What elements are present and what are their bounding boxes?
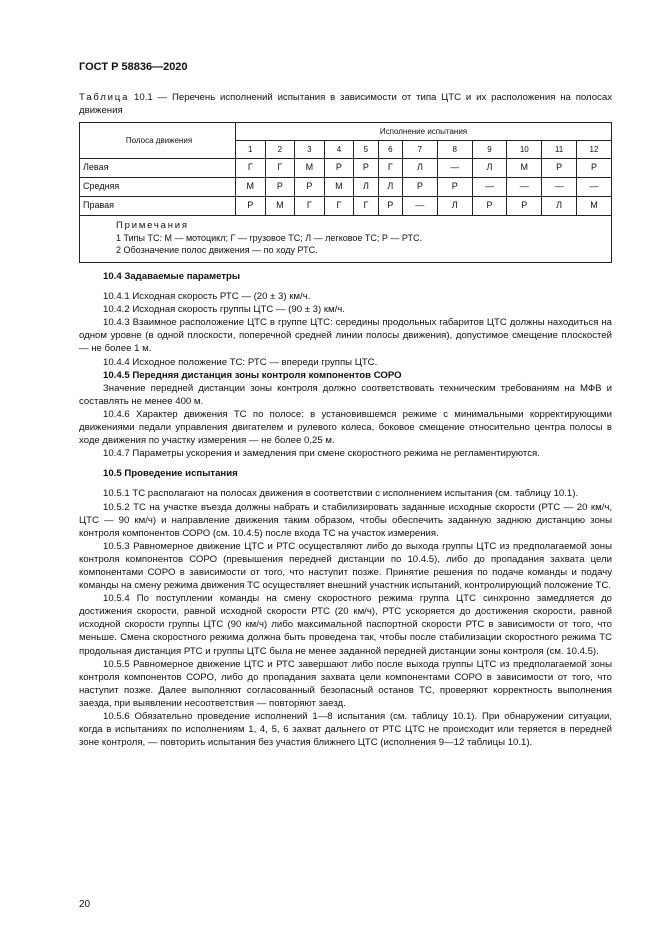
column-number: 6 [378, 141, 402, 159]
page-number: 20 [79, 899, 91, 910]
paragraph: 10.5.3 Равномерное движение ЦТС и РТС осуществляют либо до выхода группы ЦТС из предполагаемой зоны контроля компонентов СОРО (превышения передней дистанции по 10.4.5), либо до пропадания захвата цели компонентами СОРО в зависимости от того, что наступит позже. Принятие решения по подаче команды и подачу команды на смену режима движения ТС осуществляет внешний участник испытаний, контролирующий положение ТС. [79, 540, 612, 592]
execution-table [79, 122, 612, 263]
paragraph: 10.4.7 Параметры ускорения и замедления при смене скоростного режима не регламентируются. [103, 448, 540, 460]
lane-name: Левая [80, 159, 236, 178]
column-number: 3 [295, 141, 325, 159]
table-cell: Г [324, 197, 354, 216]
table-row [80, 159, 612, 178]
table-cell: Л [542, 197, 577, 216]
column-number: 4 [324, 141, 354, 159]
notes-row [80, 216, 612, 263]
table-cell: Р [378, 197, 402, 216]
table-cell: Р [507, 197, 542, 216]
column-number: 8 [437, 141, 472, 159]
table-cell: Г [236, 159, 266, 178]
document-body [79, 270, 612, 749]
table-caption [79, 91, 612, 117]
table-row [80, 197, 612, 216]
table-row [80, 178, 612, 197]
table-cell: — [576, 178, 611, 197]
table-caption-text: 10.1 — Перечень исполнений испытания в зависимости от типа ЦТС и их расположения на полосах движения [79, 92, 612, 117]
paragraph: 10.5.5 Равномерное движение ЦТС и РТС завершают либо после выхода группы ЦТС из предполагаемой зоны контроля компонентов СОРО, либо до пропадания захвата цели компонентами СОРО в зависимости от того, что наступит позже. Далее выполняют согласованный безопасный останов ТС, проверяют корректность выполнения заезда, при выявлении несоответствия — повторяют заезд. [79, 658, 612, 709]
table-cell: Р [403, 178, 438, 197]
table-cell: Р [437, 178, 472, 197]
table-cell: Р [324, 159, 354, 178]
table-cell: — [472, 178, 507, 197]
paragraph: 10.4.6 Характер движения ТС по полосе: в установившемся режиме с минимальными корректирующими движениями педали управления двигателем и рулевого колеса, боковое смещение относительно центра полосы в ходе движения по участку измерения — не более 0,25 м. [79, 408, 612, 447]
table-cell: Л [354, 178, 378, 197]
table-cell: Г [295, 197, 325, 216]
table-cell: М [324, 178, 354, 197]
column-number: 11 [542, 141, 577, 159]
table-cell: — [542, 178, 577, 197]
table-cell: Р [354, 159, 378, 178]
table-cell: Р [265, 178, 295, 197]
table-cell: Р [295, 178, 325, 197]
subsection-heading: 10.4.5 Передняя дистанция зоны контроля компонентов СОРО [103, 369, 402, 381]
table-cell: Л [403, 159, 438, 178]
paragraph: 10.5.4 По поступлении команды на смену скоростного режима группа ЦТС синхронно замедляется до достижения скорости, равной исходной скорости РТС (20 км/ч), РТС ускоряется до достижения скорости, равной исходной скорости группы ЦТС (90 км/ч) либо максимальной паспортной скорости РТС в зависимости от того, что меньше. Смена скоростного режима должна быть проведена так, чтобы после стабилизации скоростного режима ТС продольная дистанция РТС и группы ЦТС была не менее заданной передней дистанции зоны контроля (см. 10.4.5). [79, 593, 612, 657]
notes-title: Примечания [116, 220, 189, 231]
paragraph: 10.4.3 Взаимное расположение ЦТС в группе ЦТС: середины продольных габаритов ЦТС должны находиться на одном уровне (в одной плоскости, поперечной средней линии полосы движения), допустимое смещение плоскостей — не более 1 м. [79, 317, 612, 355]
table-cell: — [437, 159, 472, 178]
lane-name: Средняя [80, 178, 236, 197]
column-number: 2 [265, 141, 295, 159]
column-number: 5 [354, 141, 378, 159]
note-item: 1 Типы ТС: М — мотоцикл; Г — грузовое ТС; Л — легковое ТС; Р — РТС. [116, 233, 423, 243]
paragraph: 10.4.1 Исходная скорость РТС — (20 ± 3) км/ч. [103, 291, 311, 303]
section-heading: 10.4 Задаваемые параметры [103, 271, 241, 282]
table-cell: М [265, 197, 295, 216]
column-number: 12 [576, 141, 611, 159]
section-heading: 10.5 Проведение испытания [103, 468, 238, 480]
table-notes [80, 216, 612, 263]
paragraph: 10.5.1 ТС располагают на полосах движения в соответствии с исполнением испытания (см. таблицу 10.1). [103, 488, 579, 500]
note-item: 2 Обозначение полос движения — по ходу РТС. [116, 245, 318, 255]
standard-header: ГОСТ Р 58836—2020 [79, 61, 188, 73]
table-cell: — [403, 197, 438, 216]
table-cell: М [507, 159, 542, 178]
lane-name: Правая [80, 197, 236, 216]
table-cell: Р [236, 197, 266, 216]
paragraph: 10.5.2 ТС на участке въезда должны набрать и стабилизировать заданные исходные скорости (РТС — 20 км/ч, ЦТС — 90 км/ч) и направление движения таким образом, чтобы обеспечить заданную заднюю дистанцию зоны контроля компонентов СОРО (см. 10.4.5) после входа ТС на участок измерения. [79, 501, 612, 539]
column-number: 10 [507, 141, 542, 159]
paragraph: 10.5.6 Обязательно проведение исполнений 1—8 испытания (см. таблицу 10.1). При обнаружении ситуации, когда в испытаниях по исполнениям 1, 4, 5, 6 захват дальнего от РТС ЦТС не происходит или теряется в передней зоне контроля, — повторить испытания без участия ближнего ЦТС (исполнения 9—12 таблицы 10.1). [79, 711, 612, 749]
table-cell: М [295, 159, 325, 178]
table-caption-label: Таблица [79, 92, 130, 103]
table-cell: Г [354, 197, 378, 216]
paragraph: 10.4.4 Исходное положение ТС: РТС — впереди группы ЦТС. [103, 356, 378, 368]
column-number: 9 [472, 141, 507, 159]
exec-header: Исполнение испытания [236, 123, 612, 141]
table-cell: Р [576, 159, 611, 178]
table-cell: Р [542, 159, 577, 178]
column-number: 1 [236, 141, 266, 159]
table-cell: — [507, 178, 542, 197]
table-cell: Л [472, 159, 507, 178]
table-cell: М [576, 197, 611, 216]
table-cell: Р [472, 197, 507, 216]
table-cell: Г [265, 159, 295, 178]
table-cell: М [236, 178, 266, 197]
column-number: 7 [403, 141, 438, 159]
table-cell: Г [378, 159, 402, 178]
paragraph: Значение передней дистанции зоны контроля должно соответствовать техническим требованиям на МФВ и составлять не менее 400 м. [79, 382, 612, 407]
table-cell: Л [437, 197, 472, 216]
lane-header: Полоса движения [80, 123, 236, 159]
table-cell: Л [378, 178, 402, 197]
paragraph: 10.4.2 Исходная скорость группы ЦТС — (90 ± 3) км/ч. [103, 304, 345, 316]
